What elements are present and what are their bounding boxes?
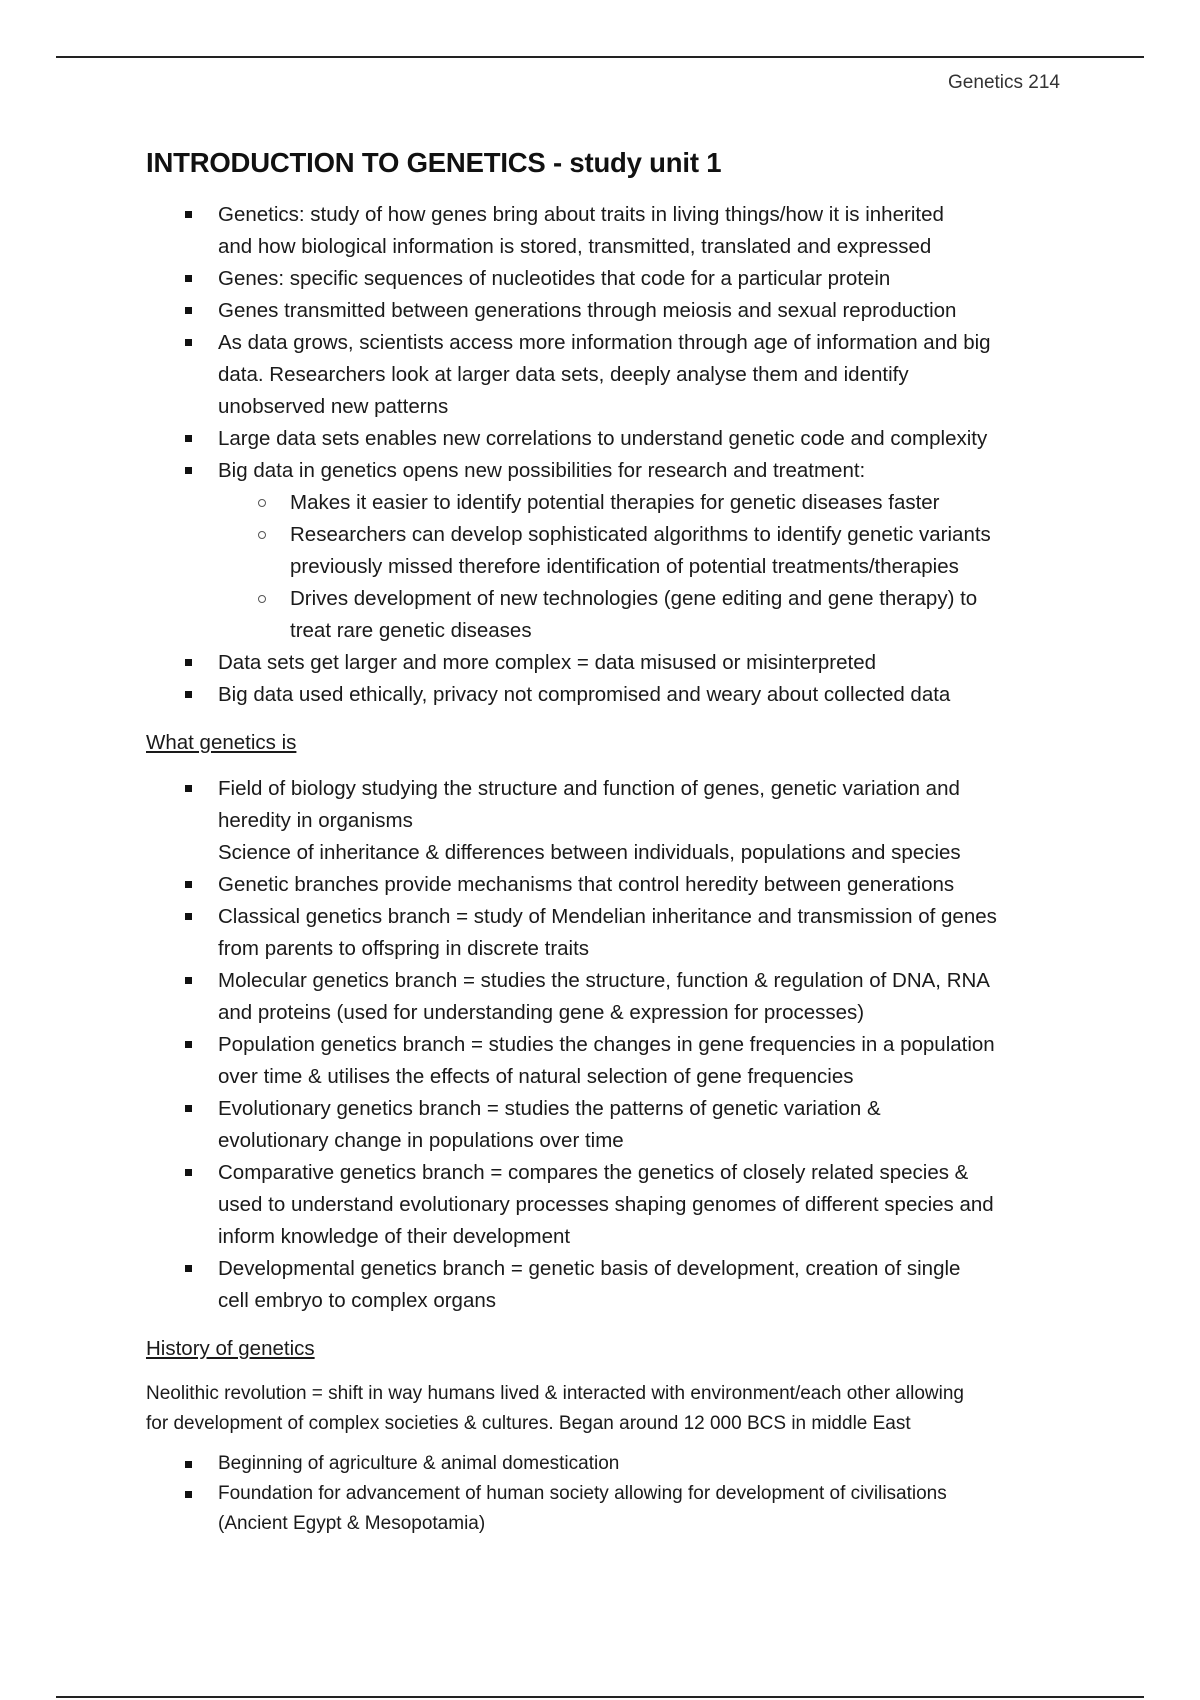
document-title: INTRODUCTION TO GENETICS - study unit 1 xyxy=(146,147,722,178)
text-line: data. Researchers look at larger data sets, deeply analyse them and identify xyxy=(218,363,909,386)
bullet-item xyxy=(146,199,1066,263)
text-line: heredity in organisms xyxy=(218,809,413,832)
text-line: treat rare genetic diseases xyxy=(290,619,532,642)
bullet-item xyxy=(146,773,1066,869)
running-header: Genetics 214 xyxy=(948,72,1060,93)
bullet-item xyxy=(146,1029,1066,1093)
paragraph-line: Neolithic revolution = shift in way humans lived & interacted with environment/each other allowing xyxy=(146,1383,964,1404)
bullet-item xyxy=(146,1253,1066,1317)
text-line: Genetics: study of how genes bring about traits in living things/how it is inherited xyxy=(218,203,944,226)
bullet-item xyxy=(146,455,1066,647)
bullet-item xyxy=(146,263,1066,295)
history-paragraph xyxy=(146,1379,1066,1439)
text-line: Population genetics branch = studies the changes in gene frequencies in a population xyxy=(218,1033,995,1056)
bullet-item xyxy=(146,1157,1066,1253)
bullet-item xyxy=(146,965,1066,1029)
bullet-item xyxy=(146,295,1066,327)
text-line: previously missed therefore identification of potential treatments/therapies xyxy=(290,555,959,578)
top-rule xyxy=(56,56,1144,58)
text-line: Field of biology studying the structure and function of genes, genetic variation and xyxy=(218,777,960,800)
text-line: Large data sets enables new correlations to understand genetic code and complexity xyxy=(218,427,988,450)
text-line: As data grows, scientists access more information through age of information and big xyxy=(218,331,991,354)
section-heading-what: What genetics is xyxy=(146,731,297,754)
history-bullet-list xyxy=(146,1449,1066,1539)
text-line: Genes: specific sequences of nucleotides that code for a particular protein xyxy=(218,267,891,290)
text-line: and how biological information is stored, transmitted, translated and expressed xyxy=(218,235,932,258)
text-line: Developmental genetics branch = genetic basis of development, creation of single xyxy=(218,1257,961,1280)
text-line: from parents to offspring in discrete traits xyxy=(218,937,590,960)
text-line: over time & utilises the effects of natural selection of gene frequencies xyxy=(218,1065,854,1088)
text-line: Beginning of agriculture & animal domestication xyxy=(218,1453,620,1474)
text-line: Molecular genetics branch = studies the structure, function & regulation of DNA, RNA xyxy=(218,969,990,992)
sub-bullet-item xyxy=(218,583,1066,647)
text-line: Makes it easier to identify potential therapies for genetic diseases faster xyxy=(290,491,940,514)
text-line: cell embryo to complex organs xyxy=(218,1289,497,1312)
text-line: Classical genetics branch = study of Mendelian inheritance and transmission of genes xyxy=(218,905,997,928)
text-line: Genetic branches provide mechanisms that control heredity between generations xyxy=(218,873,955,896)
section-heading-history: History of genetics xyxy=(146,1337,315,1360)
text-line: used to understand evolutionary processes shaping genomes of different species and xyxy=(218,1193,994,1216)
text-line: and proteins (used for understanding gene & expression for processes) xyxy=(218,1001,865,1024)
text-line: Drives development of new technologies (gene editing and gene therapy) to xyxy=(290,587,978,610)
paragraph-line: for development of complex societies & cultures. Began around 12 000 BCS in middle East xyxy=(146,1413,911,1434)
bullet-item xyxy=(146,327,1066,423)
bullet-item xyxy=(146,869,1066,901)
bullet-item xyxy=(146,1479,1066,1539)
text-line: Data sets get larger and more complex = data misused or misinterpreted xyxy=(218,651,877,674)
text-line: evolutionary change in populations over time xyxy=(218,1129,624,1152)
bullet-item xyxy=(146,647,1066,679)
text-line: Foundation for advancement of human society allowing for development of civilisations xyxy=(218,1483,947,1504)
bullet-item xyxy=(146,1093,1066,1157)
text-line: Genes transmitted between generations through meiosis and sexual reproduction xyxy=(218,299,957,322)
document-body xyxy=(146,147,1066,1539)
bullet-item xyxy=(146,901,1066,965)
bullet-item xyxy=(146,1449,1066,1479)
sub-bullet-list xyxy=(218,487,1066,647)
text-line: Big data in genetics opens new possibilities for research and treatment: xyxy=(218,459,866,482)
text-line: inform knowledge of their development xyxy=(218,1225,571,1248)
what-genetics-bullet-list xyxy=(146,773,1066,1317)
sub-bullet-item xyxy=(218,519,1066,583)
intro-bullet-list xyxy=(146,199,1066,711)
text-line: (Ancient Egypt & Mesopotamia) xyxy=(218,1513,486,1534)
text-line: Big data used ethically, privacy not compromised and weary about collected data xyxy=(218,683,951,706)
bullet-item xyxy=(146,679,1066,711)
text-line: Science of inheritance & differences between individuals, populations and species xyxy=(218,841,961,864)
sub-bullet-item xyxy=(218,487,1066,519)
text-line: Researchers can develop sophisticated algorithms to identify genetic variants xyxy=(290,523,991,546)
text-line: Evolutionary genetics branch = studies the patterns of genetic variation & xyxy=(218,1097,881,1120)
bottom-rule xyxy=(56,1696,1144,1698)
text-line: unobserved new patterns xyxy=(218,395,449,418)
text-line: Comparative genetics branch = compares the genetics of closely related species & xyxy=(218,1161,969,1184)
bullet-item xyxy=(146,423,1066,455)
